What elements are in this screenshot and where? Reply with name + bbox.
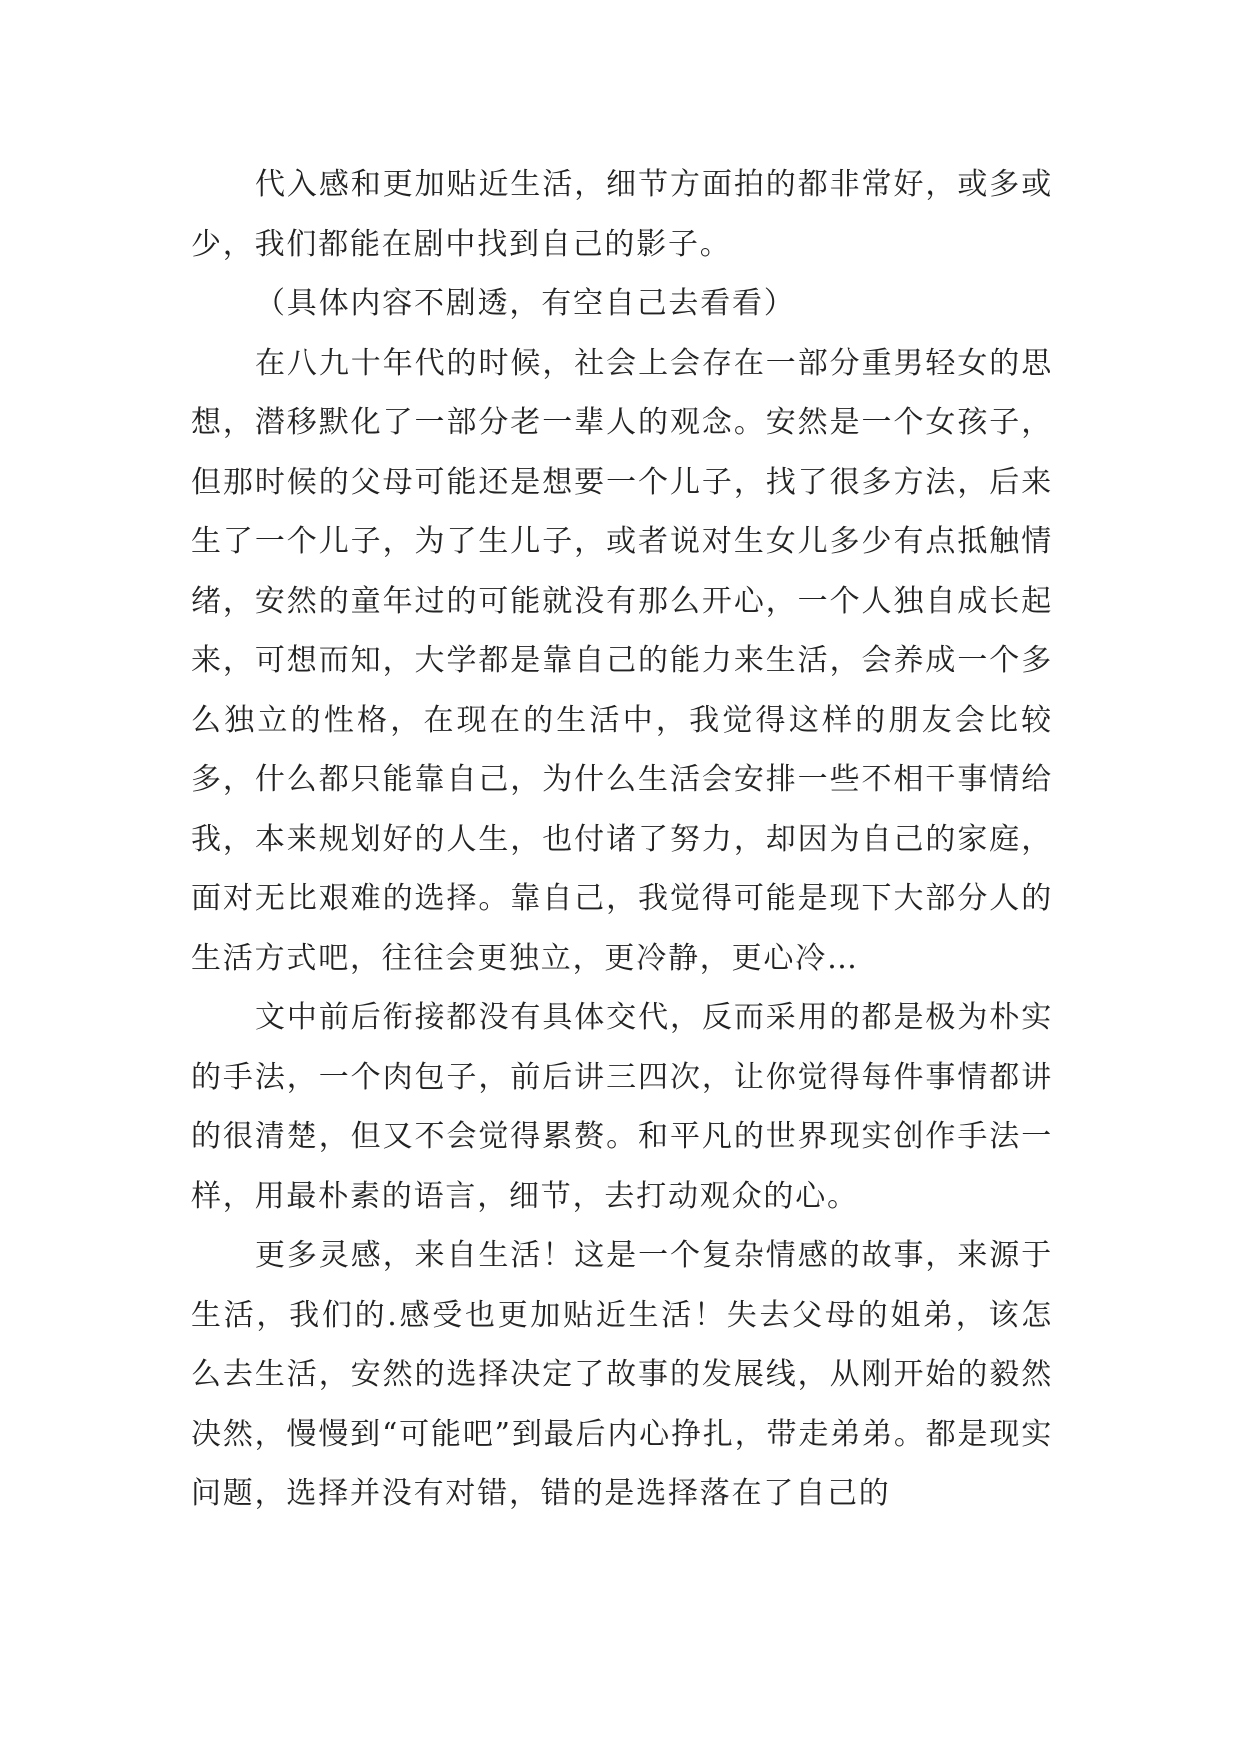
paragraph-5: 更多灵感，来自生活！这是一个复杂情感的故事，来源于生活，我们的.感受也更加贴近生活！失去父母的姐弟，该怎么去生活，安然的选择决定了故事的发展线，从刚开始的毅然决然，慢慢到“可能吧”到最后内心挣扎，带走弟弟。都是现实问题，选择并没有对错，错的是选择落在了自己的 (191, 1238, 1053, 1511)
document-body (191, 155, 1053, 1524)
paragraph-4: 文中前后衔接都没有具体交代，反而采用的都是极为朴实的手法，一个肉包子，前后讲三四次，让你觉得每件事情都讲的很清楚，但又不会觉得累赘。和平凡的世界现实创作手法一样，用最朴素的语言，细节，去打动观众的心。 (191, 1000, 1053, 1214)
paragraph-2: （具体内容不剧透，有空自己去看看） (255, 286, 796, 321)
paragraph-3: 在八九十年代的时候，社会上会存在一部分重男轻女的思想，潜移默化了一部分老一辈人的观念。安然是一个女孩子，但那时候的父母可能还是想要一个儿子，找了很多方法，后来生了一个儿子，为了生儿子，或者说对生女儿多少有点抵触情绪，安然的童年过的可能就没有那么开心，一个人独自成长起来，可想而知，大学都是靠自己的能力来生活，会养成一个多么独立的性格，在现在的生活中，我觉得这样的朋友会比较多，什么都只能靠自己，为什么生活会安排一些不相干事情给我，本来规划好的人生，也付诸了努力，却因为自己的家庭，面对无比艰难的选择。靠自己，我觉得可能是现下大部分人的生活方式吧，往往会更独立，更冷静，更心冷… (191, 345, 1053, 976)
paragraph-1: 代入感和更加贴近生活，细节方面拍的都非常好，或多或少，我们都能在剧中找到自己的影子。 (191, 167, 1053, 262)
